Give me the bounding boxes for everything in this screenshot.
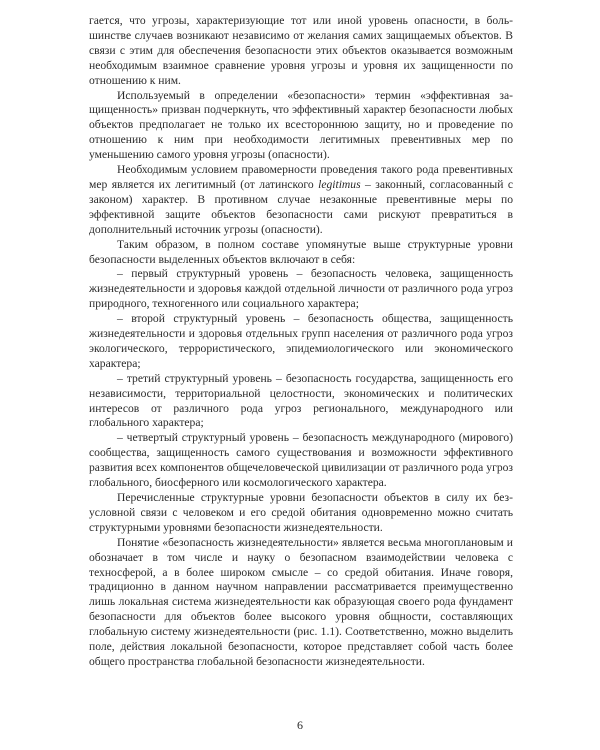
paragraph-continuation: гается, что угрозы, характеризующие тот или иной уровень опасности, в большинстве случаев возникают независимо от желания самих защищаемых объектов. В связи с этим для обеспечения безопасности этих объектов оказывается возможным необходимым взаимное сравнение уровня угрозы и уровня их защищенности по отношению к ним. (89, 14, 513, 87)
paragraph-life-safety: Понятие «безопасность жизнедеятельности» является весьма многоплановым и обозначает в том числе и науку о безопасном взаимодействии человека с техносферой, а в более широком смысле – со средой обитания. Иначе говоря, традиционно в данном научном направлении рассматривается преимущественно лишь локальная система жизнедеятельности как образующая своего рода фундамент безопасности для объектов более высокого уровня общности, составляющих глобальную систему жизнедеятельности (рис. 1.1). Соответственно, можно выделить поле, действия локальной безопасности, которое представляет собой часть более общего пространства глобальной безопасности жизнедеятельности. (89, 535, 513, 668)
paragraph-text: – законный, согласованный с законом) характер. В противном случае незаконные превентивные меры по эффективной защите объектов безопасности сами рискуют превратиться в дополнительный источник угрозы (опасности). (89, 177, 513, 236)
paragraph-effective-protection: Используемый в определении «безопасности» термин «эффективная защищенность» призван подчеркнуть, что эффективный характер безопасности любых объектов предполагает не только их всестороннюю защиту, но и проведение по отношению к ним при необходимости легитимных превентивных мер по уменьшению самого уровня угрозы (опасности). (89, 88, 513, 162)
list-item-level-2: – второй структурный уровень – безопасность общества, защищенность жизнедеятельности и здоровья отдельных групп населения от различного рода угроз экологического, террористического, эпидемиологического или экономического характера; (89, 312, 513, 370)
list-item-level-1: – первый структурный уровень – безопасность человека, защищенность жизнедеятельности и здоровья каждой отдельной личности от различного рода угроз природного, техногенного или социального характера; (89, 267, 513, 311)
paragraph-legitimate-measures (89, 163, 513, 238)
list-item-level-3: – третий структурный уровень – безопасность государства, защищенность его независимости, территориальной целостности, экономических и политических интересов от различного рода угроз регионального, международного или глобального характера; (89, 371, 513, 430)
page-number: 6 (297, 718, 303, 732)
page-body (89, 14, 513, 714)
paragraph-levels-summary: Перечисленные структурные уровни безопасности объектов в силу их безусловной связи с человеком и его средой обитания одновременно можно считать структурными уровнями безопасности жизнедеятельности. (89, 491, 513, 534)
paragraph-levels-intro: Таким образом, в полном составе упомянутые выше структурные уровни безопасности выделенных объектов включают в себя: (89, 237, 513, 266)
paragraph-text: Необходимым условием правомерности проведения такого рода превентивных мер является их легитимный (от латинского (89, 163, 513, 191)
list-item-level-4: – четвертый структурный уровень – безопасность международного (мирового) сообщества, защищенность самого существования и возможности эффективного развития всех компонентов общечеловеческой цивилизации от различного рода угроз глобального, биосферного или космологического характера. (89, 431, 513, 490)
latin-term: legitimus (318, 177, 361, 191)
